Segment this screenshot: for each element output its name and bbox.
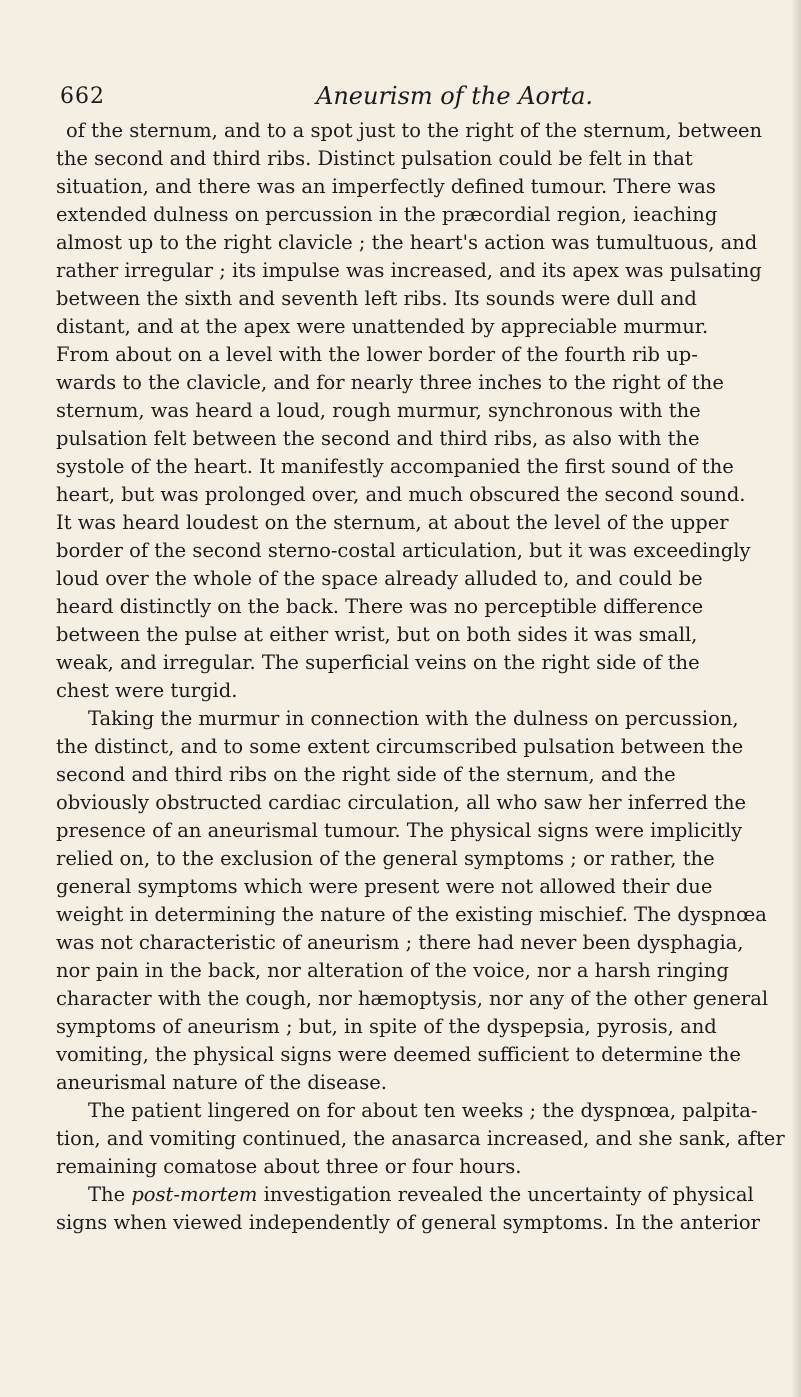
text-line: character with the cough, nor hæmoptysis, nor any of the other general — [56, 987, 769, 1010]
text-line: border of the second sterno-costal articulation, but it was exceedingly — [56, 539, 751, 562]
text-line: wards to the clavicle, and for nearly three inches to the right of the — [56, 371, 724, 394]
text-line: distant, and at the apex were unattended by appreciable murmur. — [56, 315, 709, 338]
text-line: obviously obstructed cardiac circulation, all who saw her inferred the — [56, 791, 747, 814]
text-line: From about on a level with the lower border of the fourth rib up- — [56, 343, 698, 366]
running-title: Aneurism of the Aorta. — [316, 82, 594, 110]
text-line: second and third ribs on the right side of the sternum, and the — [56, 763, 676, 786]
text-line: pulsation felt between the second and third ribs, as also with the — [56, 427, 700, 450]
text-line: The patient lingered on for about ten weeks ; the dyspnœa, palpita- — [88, 1099, 758, 1122]
text-line: presence of an aneurismal tumour. The physical signs were implicitly — [56, 819, 743, 842]
text-line: rather irregular ; its impulse was increased, and its apex was pulsating — [56, 259, 762, 282]
text-line: situation, and there was an imperfectly defined tumour. There was — [56, 175, 716, 198]
text-line: weak, and irregular. The superficial veins on the right side of the — [56, 651, 700, 674]
text-line: almost up to the right clavicle ; the heart's action was tumultuous, and — [56, 231, 758, 254]
text-line: the second and third ribs. Distinct pulsation could be felt in that — [56, 147, 693, 170]
text-line: chest were turgid. — [56, 679, 238, 702]
text-line: heart, but was prolonged over, and much obscured the second sound. — [56, 483, 746, 506]
text-line: vomiting, the physical signs were deemed sufficient to determine the — [56, 1043, 741, 1066]
italic-lead-prefix: The — [88, 1183, 132, 1206]
text-line: general symptoms which were present were not allowed their due — [56, 875, 713, 898]
page-number: 662 — [60, 84, 105, 109]
text-line-with-italic — [88, 1181, 754, 1209]
text-line: nor pain in the back, nor alteration of the voice, nor a harsh ringing — [56, 959, 729, 982]
text-line: It was heard loudest on the sternum, at about the level of the upper — [56, 511, 729, 534]
text-line: tion, and vomiting continued, the anasarca increased, and she sank, after — [56, 1127, 785, 1150]
text-line: was not characteristic of aneurism ; there had never been dysphagia, — [56, 931, 744, 954]
text-line: aneurismal nature of the disease. — [56, 1071, 387, 1094]
italic-post-mortem: post-mortem — [131, 1183, 258, 1206]
text-line: Taking the murmur in connection with the dulness on percussion, — [88, 707, 739, 730]
text-line: systole of the heart. It manifestly accompanied the first sound of the — [56, 455, 734, 478]
text-line: between the sixth and seventh left ribs. Its sounds were dull and — [56, 287, 697, 310]
text-line: symptoms of aneurism ; but, in spite of the dyspepsia, pyrosis, and — [56, 1015, 717, 1038]
text-line: remaining comatose about three or four hours. — [56, 1155, 522, 1178]
text-line: weight in determining the nature of the existing mischief. The dyspnœa — [56, 903, 767, 926]
text-line-rest: investigation revealed the uncertainty of physical — [263, 1183, 754, 1206]
text-line: loud over the whole of the space already alluded to, and could be — [56, 567, 703, 590]
text-line: relied on, to the exclusion of the general symptoms ; or rather, the — [56, 847, 715, 870]
text-line: of the sternum, and to a spot just to the right of the sternum, between — [66, 119, 763, 142]
text-line: the distinct, and to some extent circumscribed pulsation between the — [56, 735, 744, 758]
text-line: extended dulness on percussion in the præcordial region, ieaching — [56, 203, 718, 226]
text-line: between the pulse at either wrist, but on both sides it was small, — [56, 623, 698, 646]
text-line: sternum, was heard a loud, rough murmur, synchronous with the — [56, 399, 701, 422]
text-line: signs when viewed independently of general symptoms. In the anterior — [56, 1211, 760, 1234]
text-line: heard distinctly on the back. There was no perceptible difference — [56, 595, 704, 618]
